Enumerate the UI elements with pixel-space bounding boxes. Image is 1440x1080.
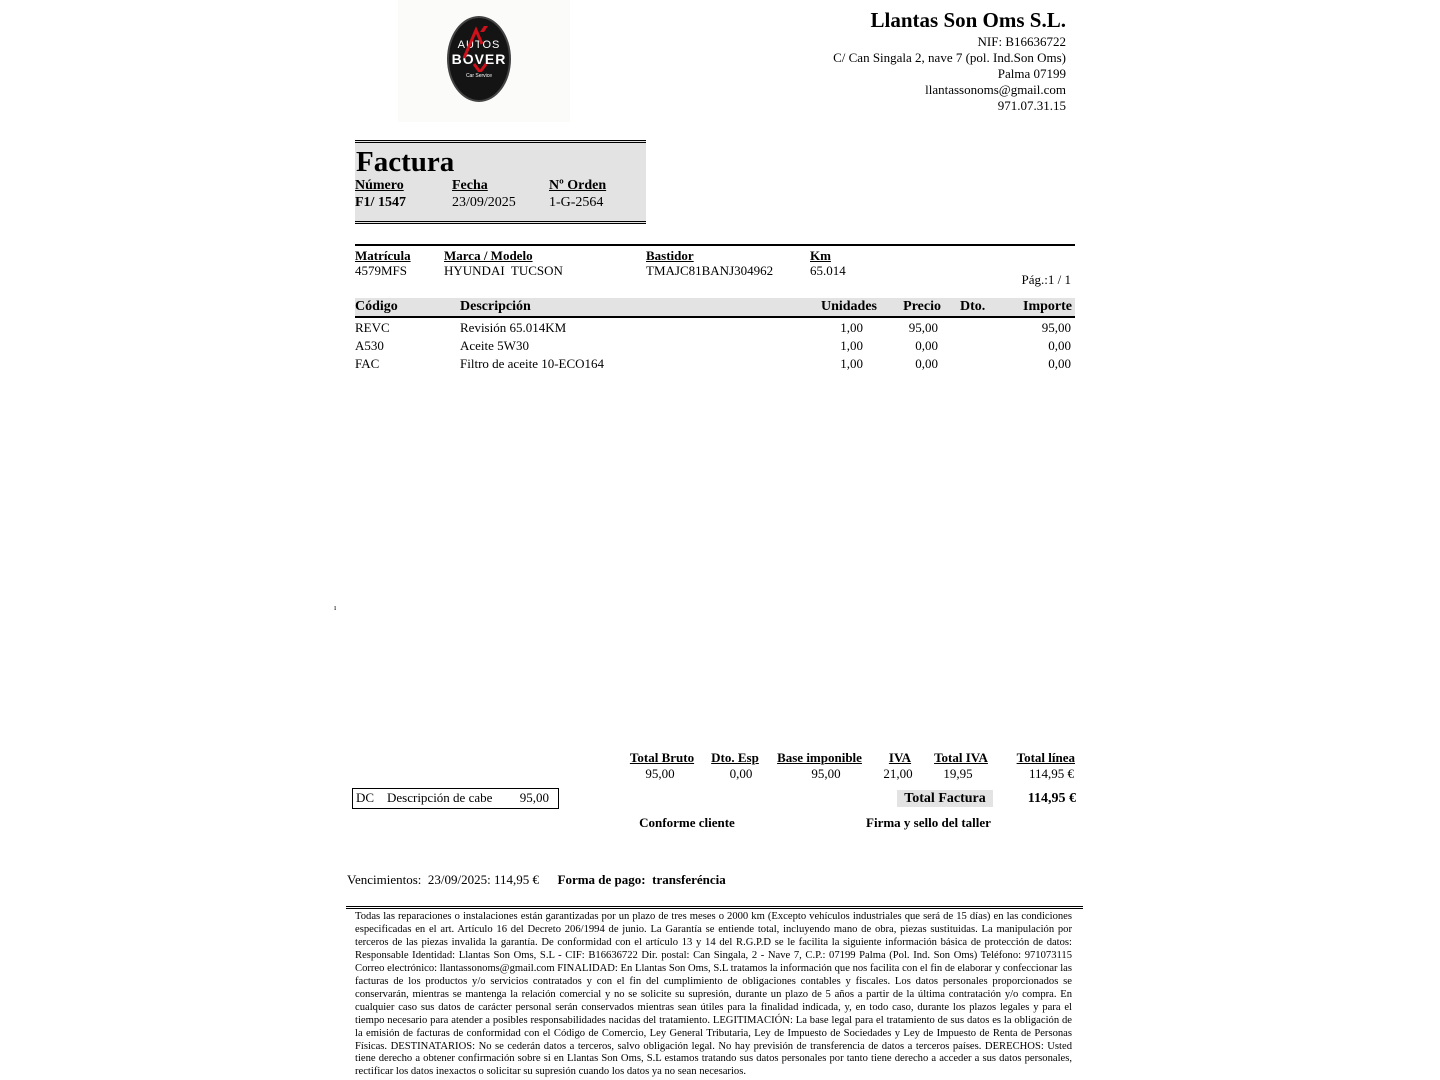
vehicle-vin: TMAJC81BANJ304962: [646, 263, 774, 278]
company-phone: 971.07.31.15: [997, 98, 1066, 113]
dto-esp-value: 0,00: [729, 766, 753, 781]
total-bruto-value: 95,00: [645, 766, 675, 781]
vehicle-plate: 4579MFS: [355, 263, 408, 278]
total-linea-value: 114,95 €: [1028, 766, 1074, 781]
col-dto: Dto.: [960, 299, 986, 314]
logo-mark-icon: [457, 24, 501, 72]
numero-label: Número: [355, 178, 404, 193]
col-importe: Importe: [1023, 299, 1072, 314]
item-desc: Revisión 65.014KM: [460, 320, 567, 335]
iva-label: IVA: [888, 750, 912, 765]
orden-label: Nº Orden: [549, 178, 607, 193]
conforme-cliente: Conforme cliente: [639, 815, 735, 830]
vehicle-divider: [355, 244, 1075, 246]
payment-terms: [347, 872, 726, 888]
item-units: 1,00: [840, 356, 863, 371]
company-city: Palma 07199: [997, 66, 1066, 81]
dc-description: Descripción de cabe: [387, 790, 493, 805]
logo-line1: AUTOS: [457, 39, 501, 51]
legal-text: Todas las reparaciones o instalaciones están garantizadas por un plazo de tres meses o 2000 km (Excepto vehículos industriales que será de 15 días) en las condiciones especificadas en el art. Artículo 16 del Decreto 206/1994 de junio. La Garantía se entiende total, incluyendo mano de obra, piezas sustituidas. La manipulación por terceros de las piezas invalida la garantía. De conformidad con el artículo 13 y 14 del R.G.P.D se le facilita la siguiente información básica de protección de datos: Responsable Identidad: Llantas Son Oms, S.L - CIF: B16636722 Dir. postal: Can Singala, 2 - Nave 7, C.P.: 07199 Palma (Pol. Ind. Son Oms) Teléfono: 971073115 Correo electrónico: llantassonoms@gmail.com FINALIDAD: En Llantas Son Oms, S.L tratamos la información que nos facilita con el fin de elaborar y confeccionar las facturas de los productos y/o servicios contratados y con el fin del cumplimiento de obligaciones contables y fiscales. Los datos personales proporcionados se conservarán, mientras se mantenga la relación comercial y no se solicite su supresión, durante un plazo de 5 años a partir de la última contratación y/o compra. En cualquier caso sus datos de carácter personal serán conservados mientras sean útiles para la finalidad indicada, y, en todo caso, durante los plazos legales y para el tiempo necesario para atender a posibles responsabilidades nacidas del tratamiento. LEGITIMACIÓN: La base legal para el tratamiento de sus datos es la obligación de la emisión de facturas de conformidad con el Código de Comercio, Ley General Tributaria, Ley de Impuesto de Sociedades y Ley de Impuesto de Renta de Personas Físicas. DESTINATARIOS: No se cederán datos a terceros, salvo obligación legal. No hay previsión de transferencia de datos a terceros países. DERECHOS: Usted tiene derecho a obtener confirmación sobre si en Llantas Son Oms, S.L estamos tratando sus datos personales por tanto tiene derecho a acceder a sus datos personales, rectificar los datos inexactos o solicitar su supresión cuando los datos ya no sean necesarios.: [355, 911, 1072, 1078]
company-address: C/ Can Singala 2, nave 7 (pol. Ind.Son Oms): [833, 50, 1066, 65]
dc-box: [352, 788, 559, 809]
logo-line3: Car Service: [465, 73, 493, 79]
invoice-title: Factura: [356, 146, 455, 178]
company-email: llantassonoms@gmail.com: [925, 82, 1066, 97]
col-descripcion: Descripción: [460, 299, 531, 314]
col-precio: Precio: [903, 299, 941, 314]
item-price: 0,00: [915, 356, 938, 371]
item-code: FAC: [355, 356, 380, 371]
item-amount: 0,00: [1048, 338, 1071, 353]
total-linea-label: Total línea: [1016, 750, 1075, 765]
item-amount: 95,00: [1041, 320, 1071, 335]
iva-value: 21,00: [883, 766, 913, 781]
dc-value: 95,00: [519, 790, 549, 805]
fecha-label: Fecha: [452, 178, 488, 193]
col-codigo: Código: [355, 299, 398, 314]
margin-mark: ı: [334, 603, 337, 612]
logo-line2: BOVER: [451, 51, 507, 67]
base-imponible-label: Base imponible: [777, 750, 862, 765]
company-info: [833, 6, 1066, 114]
item-desc: Aceite 5W30: [460, 338, 529, 353]
invoice-number: F1/ 1547: [355, 195, 406, 210]
total-factura-label: Total Factura: [897, 790, 993, 807]
vehicle-model: HYUNDAI TUCSON: [444, 263, 563, 278]
total-iva-label: Total IVA: [934, 750, 988, 765]
km-label: Km: [810, 248, 831, 263]
company-nif: NIF: B16636722: [977, 34, 1066, 49]
item-desc: Filtro de aceite 10-ECO164: [460, 356, 605, 371]
marca-label: Marca / Modelo: [444, 248, 533, 263]
dto-esp-label: Dto. Esp: [711, 750, 759, 765]
firma-taller: Firma y sello del taller: [866, 815, 991, 830]
item-code: REVC: [355, 320, 390, 335]
forma-pago-value: transferéncia: [652, 872, 726, 887]
company-name: Llantas Son Oms S.L.: [870, 8, 1066, 32]
vencimientos-label: Vencimientos:: [347, 872, 422, 887]
dc-code: DC: [356, 790, 375, 805]
item-code: A530: [355, 338, 384, 353]
base-imponible-value: 95,00: [811, 766, 841, 781]
invoice-date: 23/09/2025: [452, 195, 516, 210]
item-units: 1,00: [840, 320, 863, 335]
total-iva-value: 19,95: [943, 766, 973, 781]
forma-pago-label: Forma de pago:: [557, 872, 646, 887]
total-bruto-label: Total Bruto: [629, 750, 695, 765]
item-price: 0,00: [915, 338, 938, 353]
vencimientos-value: 23/09/2025: 114,95 €: [427, 872, 539, 887]
vehicle-km: 65.014: [810, 263, 846, 278]
invoice-order: 1-G-2564: [549, 195, 604, 210]
bastidor-label: Bastidor: [646, 248, 694, 263]
item-price: 95,00: [908, 320, 938, 335]
col-unidades: Unidades: [820, 299, 877, 314]
item-amount: 0,00: [1048, 356, 1071, 371]
page-number: Pág.:1 / 1: [1021, 272, 1071, 287]
total-factura-value: 114,95 €: [1027, 791, 1076, 806]
matricula-label: Matrícula: [355, 248, 411, 263]
item-units: 1,00: [840, 338, 863, 353]
